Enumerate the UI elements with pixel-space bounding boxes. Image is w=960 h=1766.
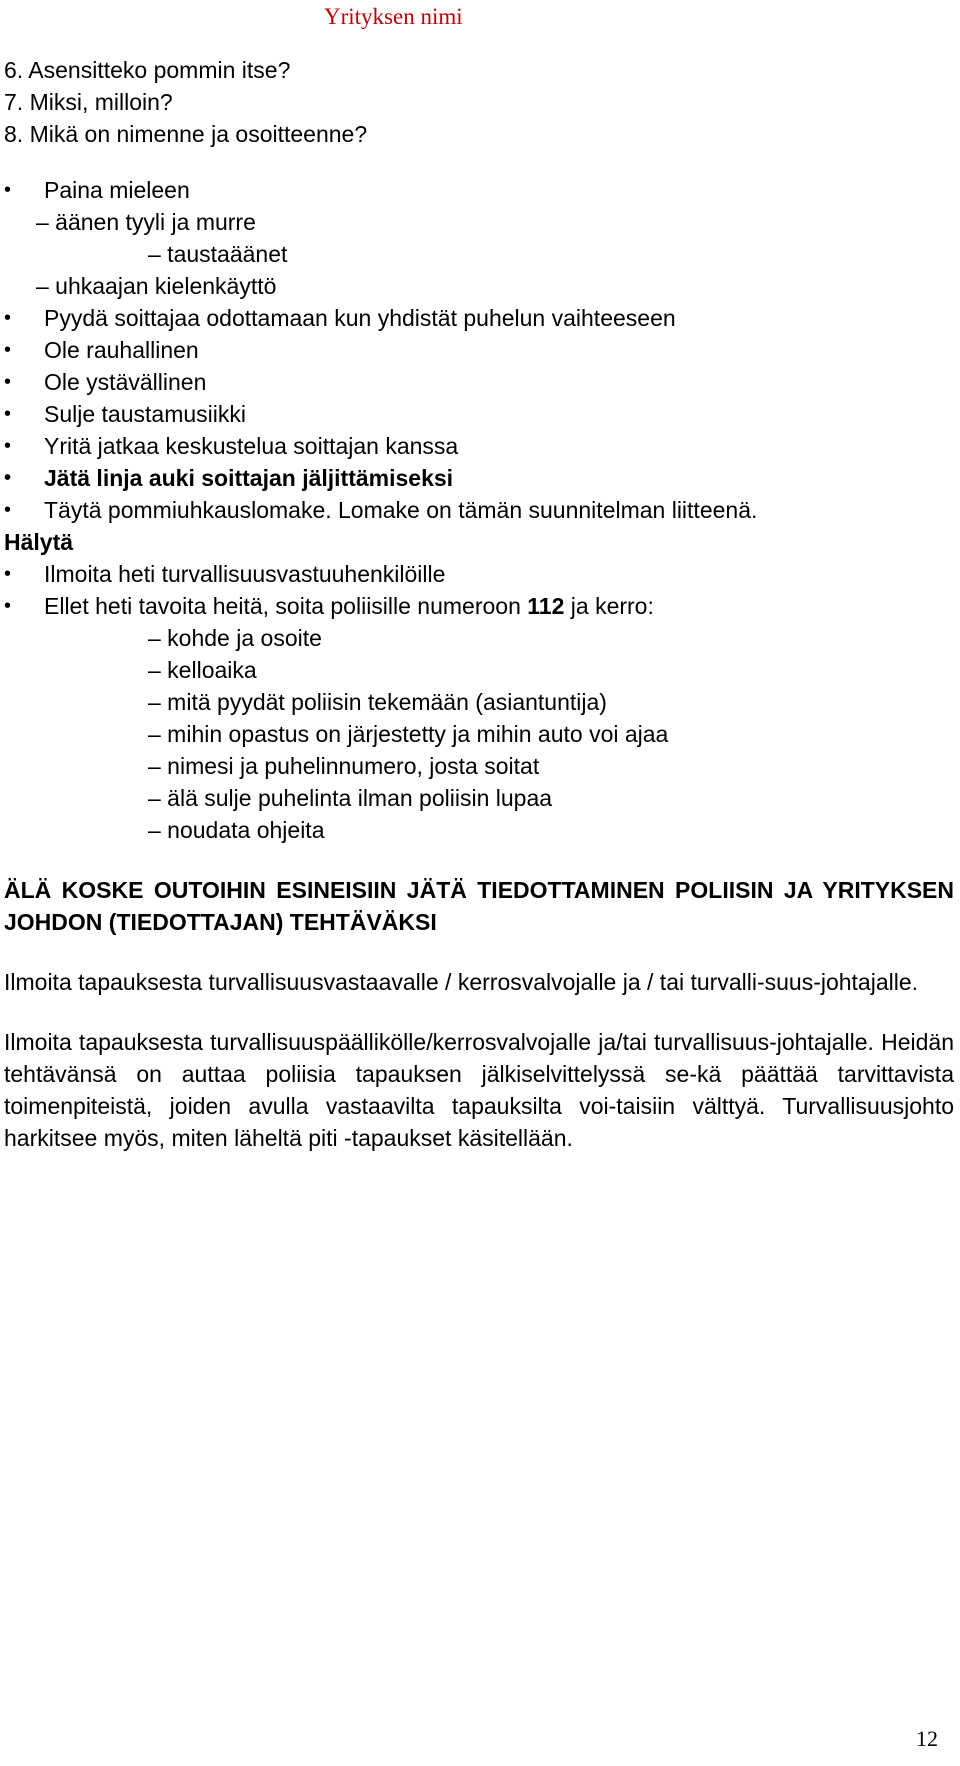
company-name-header: Yrityksen nimi [324,4,463,29]
tell-item: – mihin opastus on järjestetty ja mihin auto voi ajaa [148,721,669,747]
instruction-item: • Sulje taustamusiikki [4,398,954,430]
remember-title: • Paina mieleen [4,174,954,206]
paragraph-report: Ilmoita tapauksesta turvallisuusvastaavalle / kerrosvalvojalle ja / tai turvalli-suus-johtajalle. [4,969,919,995]
question-7: 7. Miksi, milloin? [4,89,173,115]
tell-item: – älä sulje puhelinta ilman poliisin lupaa [148,785,553,811]
remember-item: – uhkaajan kielenkäyttö [36,273,277,299]
instruction-item: • Pyydä soittajaa odottamaan kun yhdistät puhelun vaihteeseen [4,302,954,334]
alarm-police-item [4,590,954,622]
question-6: 6. Asensitteko pommin itse? [4,57,291,83]
tell-item: – nimesi ja puhelinnumero, josta soitat [148,753,540,779]
police-number: 112 [527,593,565,619]
spacer [4,938,954,966]
spacer [4,150,954,174]
instruction-item: • Täytä pommiuhkauslomake. Lomake on tämän suunnitelman liitteenä. [4,494,954,526]
instruction-item: • Ole rauhallinen [4,334,954,366]
instruction-item: • Ole ystävällinen [4,366,954,398]
question-8: 8. Mikä on nimenne ja osoitteenne? [4,121,368,147]
remember-item: – äänen tyyli ja murre [36,209,256,235]
instruction-item: • Yritä jatkaa keskustelua soittajan kanssa [4,430,954,462]
document-content [4,54,954,1154]
alarm-heading: Hälytä [4,529,74,555]
paragraph-followup: Ilmoita tapauksesta turvallisuuspäällikölle/kerrosvalvojalle ja/tai turvallisuus-johtajalle. Heidän tehtävänsä on auttaa poliisia tapauksen jälkiselvittelyssä se-kä päättää tarvittavista toimenpiteistä, joiden avulla vastaavilta tapauksilta voi-taisiin välttyä. Turvallisuusjohto harkitsee myös, miten läheltä piti -tapaukset käsitellään. [4,1029,954,1151]
police-text-suffix: ja kerro: [564,593,654,619]
instruction-item-keep-line-open: • Jätä linja auki soittajan jäljittämiseksi [4,462,954,494]
spacer [4,846,954,874]
tell-item: – mitä pyydät poliisin tekemään (asiantuntija) [148,689,607,715]
warning-text: ÄLÄ KOSKE OUTOIHIN ESINEISIIN JÄTÄ TIEDOTTAMINEN POLIISIN JA YRITYKSEN JOHDON (TIEDOTTAJAN) TEHTÄVÄKSI [4,877,954,935]
tell-item: – kohde ja osoite [148,625,322,651]
spacer [4,998,954,1026]
alarm-notify-item: • Ilmoita heti turvallisuusvastuuhenkilöille [4,558,954,590]
page-number: 12 [916,1726,938,1751]
police-text-prefix: Ellet heti tavoita heitä, soita poliisille numeroon [44,593,528,619]
tell-item: – kelloaika [148,657,257,683]
tell-item: – noudata ohjeita [148,817,325,843]
remember-item: – taustaäänet [148,241,288,267]
